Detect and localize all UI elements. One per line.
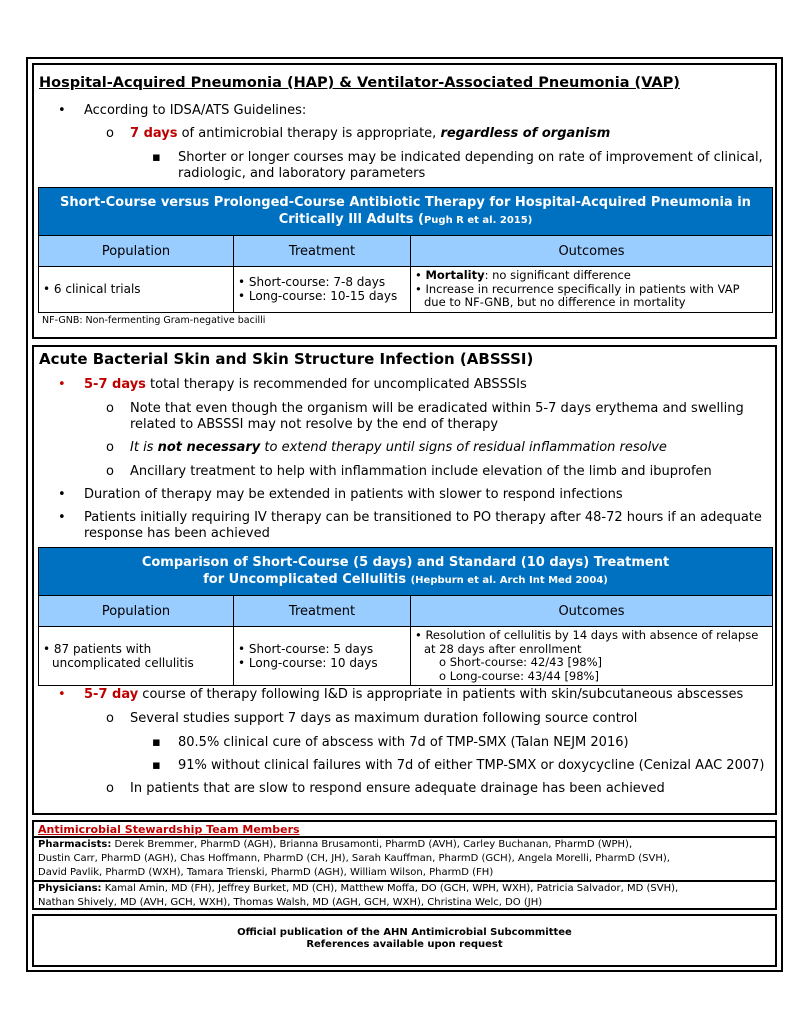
absssi-bullet-3: Patients initially requiring IV therapy can be transitioned to PO therapy after 48-72 hours if an adequate response has been achieved	[84, 510, 762, 541]
absssi-bullet-1: 5-7 days total therapy is recommended for uncomplicated ABSSSIs	[84, 377, 527, 392]
hap-bullet-1: According to IDSA/ATS Guidelines:	[84, 103, 307, 118]
circle-bullet-icon: o	[106, 126, 114, 141]
bullet-icon: •	[58, 103, 66, 118]
col-population: Population	[39, 236, 234, 267]
table-cell: • Short-course: 7-8 days • Long-course: 10-15 days	[234, 267, 411, 312]
table-cell: • 6 clinical trials	[39, 267, 234, 312]
hap-footnote: NF-GNB: Non-fermenting Gram-negative bacilli	[42, 315, 266, 326]
publication-line-1: Official publication of the AHN Antimicrobial Subcommittee	[237, 927, 572, 938]
absssi-sub-6: 91% without clinical failures with 7d of either TMP-SMX or doxycycline (Cenizal AAC 2007)	[178, 758, 765, 773]
pharmacists-list: Pharmacists: Derek Bremmer, PharmD (AGH), Brianna Brusamonti, PharmD (AVH), Carley Buchanan, PharmD (WPH), Dustin Carr, PharmD (AGH), Chas Hoffmann, PharmD (CH, JH), Sarah Kauffman, PharmD (GCH), Angela Morelli, PharmD (SVH), David Pavlik, PharmD (WXH), Tamara Trienski, PharmD (AGH), William Wilson, PharmD (FH)	[38, 839, 670, 878]
bullet-icon: •	[58, 687, 66, 702]
circle-bullet-icon: o	[106, 711, 114, 726]
hap-sub-1: 7 days of antimicrobial therapy is appropriate, regardless of organism	[130, 126, 611, 141]
publication-line-2: References available upon request	[306, 939, 503, 950]
hap-sub-2: Shorter or longer courses may be indicated depending on rate of improvement of clinical, radiologic, and laboratory parameters	[178, 150, 763, 181]
bullet-icon: •	[58, 377, 66, 392]
absssi-bullet-4: 5-7 day course of therapy following I&D is appropriate in patients with skin/subcutaneous abscesses	[84, 687, 744, 702]
circle-bullet-icon: o	[106, 781, 114, 796]
col-treatment: Treatment	[234, 596, 411, 627]
absssi-section	[32, 345, 777, 815]
hap-table-title: Short-Course versus Prolonged-Course Antibiotic Therapy for Hospital-Acquired Pneumonia in Critically Ill Adults (Pugh R et al. 2015)	[39, 188, 772, 236]
square-bullet-icon: ▪	[152, 735, 161, 750]
absssi-sub-4: Several studies support 7 days as maximum duration following source control	[130, 711, 638, 726]
publication-section	[32, 914, 777, 967]
square-bullet-icon: ▪	[152, 150, 161, 165]
bullet-icon: •	[58, 510, 66, 525]
col-outcomes: Outcomes	[411, 596, 773, 627]
absssi-sub-7: In patients that are slow to respond ensure adequate drainage has been achieved	[130, 781, 665, 796]
circle-bullet-icon: o	[106, 401, 114, 416]
table-cell: • Resolution of cellulitis by 14 days with absence of relapse at 28 days after enrollment o Short-course: 42/43 [98%] o Long-course: 43/44 [98%]	[411, 627, 773, 686]
absssi-sub-3: Ancillary treatment to help with inflammation include elevation of the limb and ibuprofen	[130, 464, 712, 479]
absssi-sub-2: It is not necessary to extend therapy until signs of residual inflammation resolve	[130, 440, 667, 455]
physicians-list: Physicians: Kamal Amin, MD (FH), Jeffrey Burket, MD (CH), Matthew Moffa, DO (GCH, WPH, WXH), Patricia Salvador, MD (SVH), Nathan Shively, MD (AVH, GCH, WXH), Thomas Walsh, MD (AGH, GCH, WXH), Christina Welc, DO (JH)	[38, 883, 679, 908]
absssi-bullet-2: Duration of therapy may be extended in patients with slower to respond infections	[84, 487, 623, 502]
table-cell: • Short-course: 5 days • Long-course: 10 days	[234, 627, 411, 686]
absssi-sub-5: 80.5% clinical cure of abscess with 7d of TMP-SMX (Talan NEJM 2016)	[178, 735, 629, 750]
col-population: Population	[39, 596, 234, 627]
col-treatment: Treatment	[234, 236, 411, 267]
table-cell: • 87 patients with uncomplicated cellulitis	[39, 627, 234, 686]
team-section	[32, 820, 777, 910]
table-cell: • Mortality: no significant difference • Increase in recurrence specifically in patients with VAP due to NF-GNB, but no difference in mortality	[411, 267, 773, 312]
absssi-title: Acute Bacterial Skin and Skin Structure Infection (ABSSSI)	[39, 350, 534, 368]
hap-table	[38, 187, 773, 313]
square-bullet-icon: ▪	[152, 758, 161, 773]
absssi-table	[38, 547, 773, 686]
circle-bullet-icon: o	[106, 440, 114, 455]
hap-title: Hospital-Acquired Pneumonia (HAP) & Ventilator-Associated Pneumonia (VAP)	[39, 75, 680, 91]
circle-bullet-icon: o	[106, 464, 114, 479]
hap-section	[32, 63, 777, 339]
team-heading: Antimicrobial Stewardship Team Members	[38, 823, 300, 836]
absssi-sub-1: Note that even though the organism will be eradicated within 5-7 days erythema and swelling related to ABSSSI may not resolve by the end of therapy	[130, 401, 744, 432]
absssi-table-title: Comparison of Short-Course (5 days) and Standard (10 days) Treatment for Uncomplicated Cellulitis (Hepburn et al. Arch Int Med 2004)	[39, 548, 772, 596]
col-outcomes: Outcomes	[411, 236, 773, 267]
bullet-icon: •	[58, 487, 66, 502]
